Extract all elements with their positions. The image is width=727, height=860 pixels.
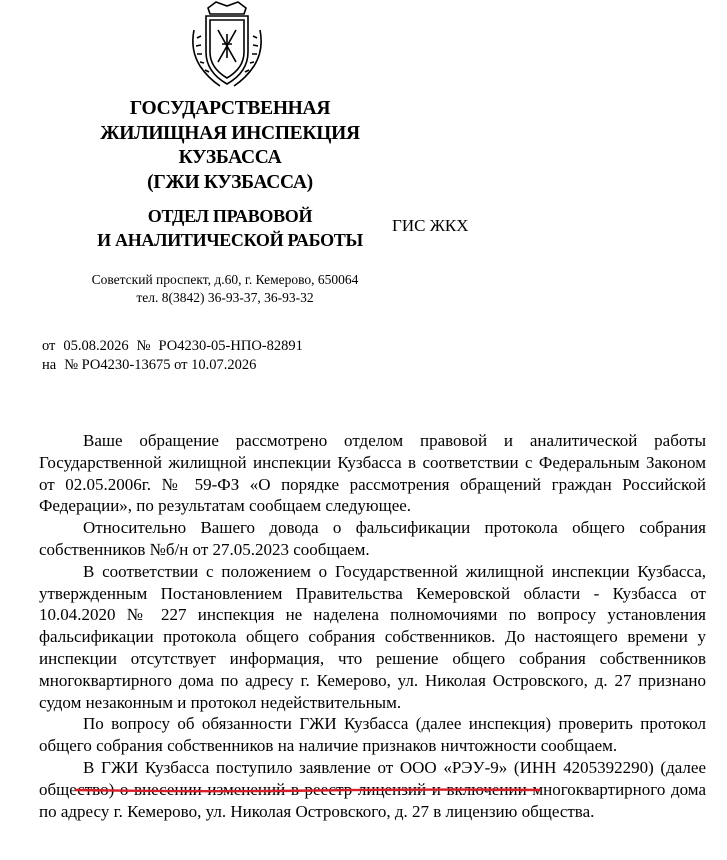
org-line: ЖИЛИЩНАЯ ИНСПЕКЦИЯ (100, 122, 360, 144)
num-label: № (136, 338, 151, 354)
paragraph: Относительно Вашего довода о фальсификации протокола общего собрания собственников №б/н от 27.05.2023 сообщаем. (39, 518, 706, 559)
coat-of-arms-emblem (186, 0, 268, 90)
registration-block (42, 337, 303, 375)
outgoing-reg-line (42, 337, 303, 356)
on-label: на (42, 357, 57, 373)
reg-number: РО4230-05-НПО-82891 (158, 338, 303, 354)
address-block (40, 271, 410, 307)
highlighted-text: В ГЖИ Кузбасса поступило заявление от ООО «РЭУ-9» (83, 757, 508, 777)
organization-name (60, 97, 400, 195)
department-name (60, 205, 400, 252)
org-line: КУЗБАССА (178, 147, 282, 168)
dept-line: И АНАЛИТИЧЕСКОЙ РАБОТЫ (97, 229, 363, 250)
recipient: ГИС ЖКХ (392, 216, 469, 235)
address: Советский проспект, д.60, г. Кемерово, 650064 (91, 272, 359, 287)
paragraph: Ваше обращение рассмотрено отделом правовой и аналитической работы Государственной жилищной инспекции Кузбасса в соответствии с Федеральным Законом от 02.05.2006г. № 59-ФЗ «О порядке рассмотрения обращений граждан Российской Федерации», по результатам сообщаем следующее. (39, 431, 706, 516)
incoming-reg-line (42, 356, 303, 375)
reg-date: 05.08.2026 (63, 338, 129, 354)
from-label: от (42, 338, 56, 354)
paragraph: В соответствии с положением о Государственной жилищной инспекции Кузбасса, утвержденным Постановлением Правительства Кемеровской области - Кузбасса от 10.04.2020 № 227 инспекция не наделена полномочиями по вопросу установления фальсификации протокола общего собрания собственников. До настоящего времени у инспекции отсутствует информация, что решение общего собрания собственников многоквартирного дома по адресу г. Кемерово, ул. Николая Островского, д. 27 признано судом незаконным и протокол недействительным. (39, 561, 706, 712)
phone: тел. 8(3842) 36-93-37, 36-93-32 (136, 290, 314, 305)
letter-body (39, 430, 706, 822)
paragraph: По вопросу об обязанности ГЖИ Кузбасса (далее инспекция) проверить протокол общего собрания собственников на наличие признаков ничтожности сообщаем. (39, 714, 706, 756)
org-line: ГОСУДАРСТВЕННАЯ (129, 98, 331, 119)
red-underline-annotation (75, 787, 541, 793)
org-line: (ГЖИ КУЗБАССА) (147, 171, 313, 193)
on-ref: № РО4230-13675 от 10.07.2026 (64, 357, 257, 373)
dept-line: ОТДЕЛ ПРАВОВОЙ (147, 206, 313, 226)
paragraph-rest: (ИНН 4205392290) (далее общество) о внесении изменений в реестр лицензий и включении многоквартирного дома по адресу г. Кемерово, ул. Николая Островского, д. 27 в лицензию общества. (39, 757, 706, 821)
